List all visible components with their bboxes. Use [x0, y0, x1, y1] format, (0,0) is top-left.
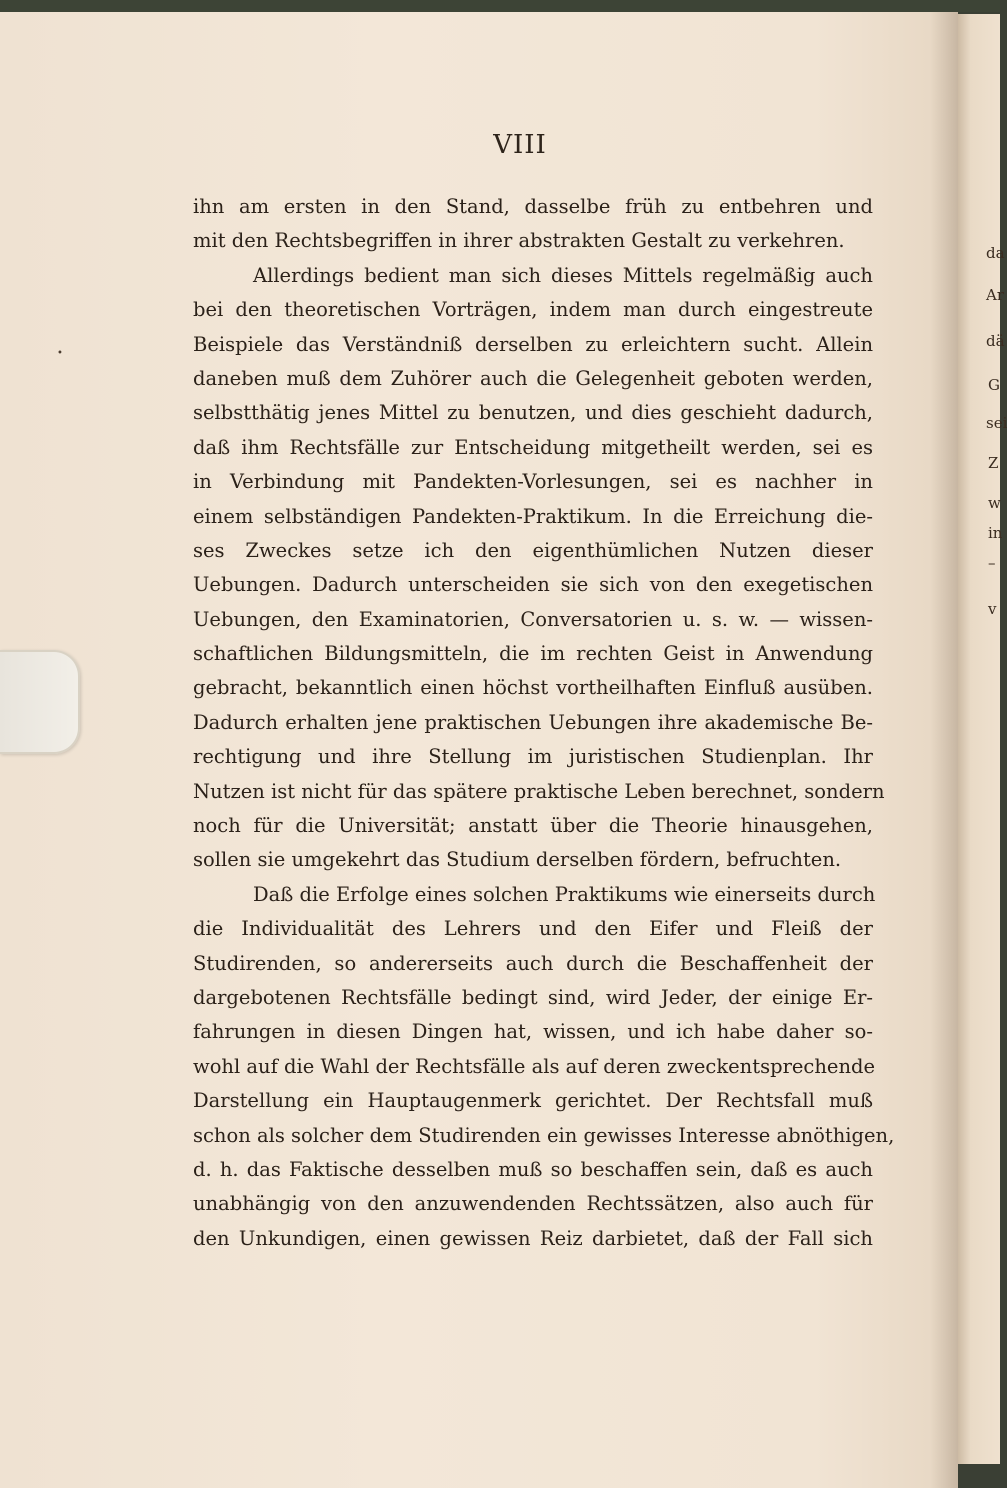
- text-line: die Individualität des Lehrers und den Eifer und Fleiß der: [193, 917, 873, 941]
- text-line: d. h. das Faktische desselben muß so beschaffen sein, daß es auch: [193, 1157, 873, 1181]
- next-page-fragment: Ar: [986, 286, 1005, 304]
- next-page-fragment: G: [988, 376, 1000, 394]
- text-line: Darstellung ein Hauptaugenmerk gerichtet. Der Rechtsfall muß: [193, 1089, 873, 1113]
- text-line: Beispiele das Verständniß derselben zu erleichtern sucht. Allein: [193, 332, 873, 356]
- text-line: schaftlichen Bildungsmitteln, die im rechten Geist in Anwendung: [193, 642, 873, 666]
- body-text: [193, 190, 895, 1256]
- page-tab-marker: [0, 650, 80, 754]
- text-line: dargebotenen Rechtsfälle bedingt sind, wird Jeder, der einige Er-: [193, 985, 873, 1009]
- text-line: bei den theoretischen Vorträgen, indem man durch eingestreute: [193, 298, 873, 322]
- next-page-edge: [958, 14, 1007, 1464]
- text-line: noch für die Universität; anstatt über die Theorie hinausgehen,: [193, 814, 873, 838]
- next-page-fragment: dä: [986, 332, 1005, 350]
- next-page-fragment: Z: [988, 454, 999, 472]
- text-line: Studirenden, so andererseits auch durch die Beschaffenheit der: [193, 951, 873, 975]
- text-line: rechtigung und ihre Stellung im juristischen Studienplan. Ihr: [193, 745, 873, 769]
- next-page-fragment: in: [988, 524, 1003, 542]
- text-line: fahrungen in diesen Dingen hat, wissen, und ich habe daher so-: [193, 1020, 873, 1044]
- text-line: mit den Rechtsbegriffen in ihrer abstrakten Gestalt zu verkehren.: [193, 229, 845, 253]
- next-page-fragment: w: [988, 494, 1001, 512]
- text-line: Nutzen ist nicht für das spätere praktische Leben berechnet, sondern: [193, 779, 885, 803]
- text-line: ihn am ersten in den Stand, dasselbe früh zu entbehren und: [193, 195, 873, 218]
- text-line: einem selbständigen Pandekten-Praktikum. In die Erreichung die-: [193, 504, 873, 528]
- gutter-shadow: [930, 0, 958, 1488]
- text-line: Uebungen. Dadurch unterscheiden sie sich von den exegetischen: [193, 573, 873, 597]
- page-number: VIII: [493, 130, 547, 160]
- text-line: unabhängig von den anzuwendenden Rechtssätzen, also auch für: [193, 1192, 873, 1216]
- next-page-fragment: –: [988, 554, 996, 572]
- text-line: Uebungen, den Examinatorien, Conversatorien u. s. w. — wissen-: [193, 607, 873, 631]
- text-line: daneben muß dem Zuhörer auch die Gelegenheit geboten werden,: [193, 366, 873, 390]
- text-line: sollen sie umgekehrt das Studium derselben fördern, befruchten.: [193, 848, 842, 872]
- text-line: den Unkundigen, einen gewissen Reiz darbietet, daß der Fall sich: [193, 1226, 873, 1250]
- text-line: Allerdings bedient man sich dieses Mittels regelmäßig auch: [253, 263, 873, 287]
- next-page-fragment: da: [986, 244, 1005, 262]
- text-line: in Verbindung mit Pandekten-Vorlesungen, sei es nachher in: [193, 470, 873, 494]
- text-line: gebracht, bekanntlich einen höchst vortheilhaften Einfluß ausüben.: [193, 676, 873, 700]
- text-line: wohl auf die Wahl der Rechtsfälle als auf deren zweckentsprechende: [193, 1054, 876, 1078]
- text-line: ses Zweckes setze ich den eigenthümlichen Nutzen dieser: [193, 538, 873, 562]
- text-line: Daß die Erfolge eines solchen Praktikums wie einerseits durch: [253, 882, 876, 906]
- next-page-fragment: sei: [986, 414, 1007, 432]
- text-line: daß ihm Rechtsfälle zur Entscheidung mitgetheilt werden, sei es: [193, 435, 873, 459]
- book-top-edge: [0, 0, 1000, 12]
- text-line: schon als solcher dem Studirenden ein gewisses Interesse abnöthigen,: [193, 1123, 895, 1147]
- margin-mark: •: [57, 348, 63, 359]
- text-line: Dadurch erhalten jene praktischen Uebungen ihre akademische Be-: [193, 710, 873, 734]
- text-line: selbstthätig jenes Mittel zu benutzen, und dies geschieht dadurch,: [193, 401, 873, 425]
- next-page-fragment: v: [988, 600, 997, 618]
